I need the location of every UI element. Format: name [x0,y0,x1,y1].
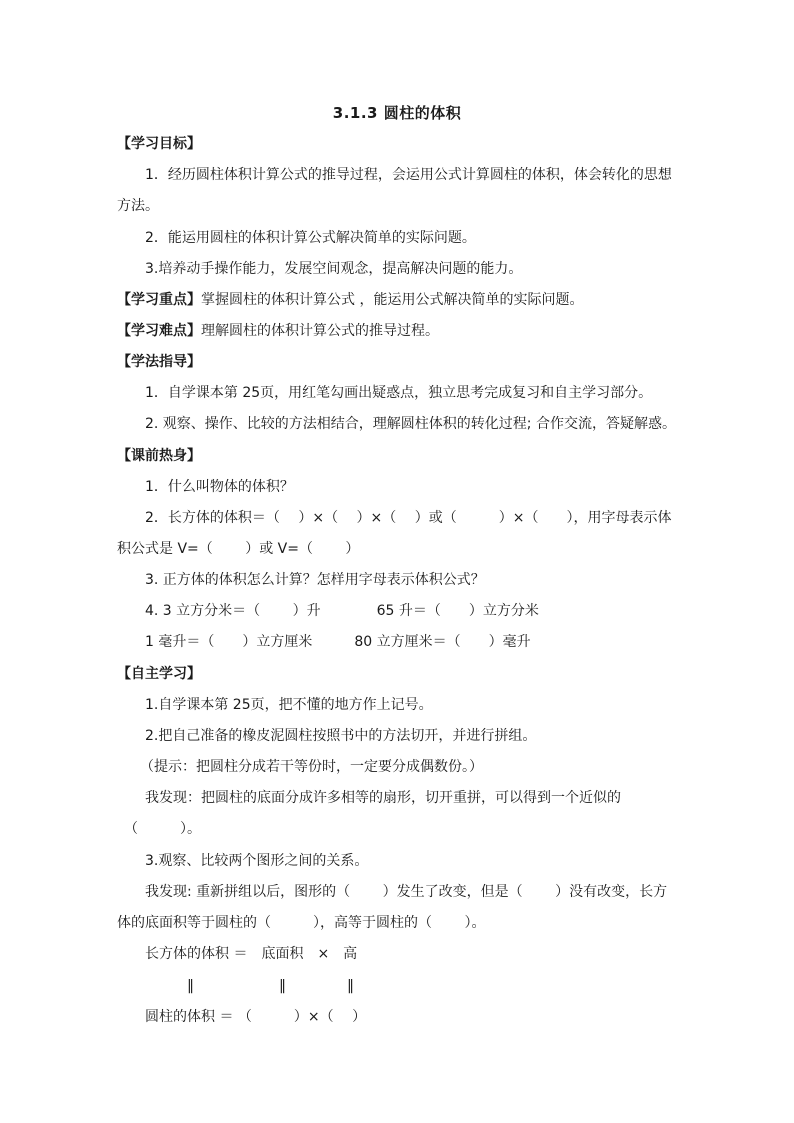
warmup-q4: 4. 3 立方分米＝（ ）升 65 升＝（ ）立方分米 [145,603,539,619]
equality-mark-2: ‖ [279,978,286,994]
finding-2-cont: 体的底面积等于圆柱的（ ），高等于圆柱的（ ）。 [117,915,486,931]
goal-item-2: 2．能运用圆柱的体积计算公式解决简单的实际问题。 [145,230,476,246]
warmup-q3: 3. 正方体的体积怎么计算？怎样用字母表示体积公式？ [145,572,485,588]
goal-item-1-cont: 方法。 [117,198,159,214]
goals-heading: 【学习目标】 [117,136,201,152]
difficulty-label: 【学习难点】 [117,323,201,339]
self-study-step-1: 1.自学课本第 25页，把不懂的地方作上记号。 [145,697,433,713]
goal-item-1: 1．经历圆柱体积计算公式的推导过程，会运用公式计算圆柱的体积，体会转化的思想 [145,167,672,183]
finding-2: 我发现: 重新拼组以后，图形的（ ）发生了改变，但是（ ）没有改变，长方 [145,884,668,900]
formula-cylinder: 圆柱的体积 ＝ （ ）×（ ） [145,1009,367,1025]
difficulty [117,321,682,341]
warmup-q1: 1．什么叫物体的体积？ [145,479,294,495]
difficulty-text: 理解圆柱的体积计算公式的推导过程。 [201,323,439,339]
self-study-heading: 【自主学习】 [117,666,201,682]
self-study-step-3: 3.观察、比较两个图形之间的关系。 [145,853,369,869]
equality-mark-1: ‖ [187,978,194,994]
key-point-label: 【学习重点】 [117,292,201,308]
key-point [117,290,682,310]
warmup-q4-cont: 1 毫升＝（ ）立方厘米 80 立方厘米＝（ ）毫升 [145,634,531,650]
key-point-text: 掌握圆柱的体积计算公式 ，能运用公式解决简单的实际问题。 [201,292,584,308]
warmup-q2-cont: 积公式是 V=（ ）或 V=（ ） [117,541,360,557]
finding-1: 我发现：把圆柱的底面分成许多相等的扇形，切开重拼，可以得到一个近似的 [145,790,621,806]
warmup-heading: 【课前热身】 [117,448,201,464]
guide-heading: 【学法指导】 [117,354,201,370]
guide-item-1: 1．自学课本第 25页，用红笔勾画出疑惑点，独立思考完成复习和自主学习部分。 [145,385,653,401]
finding-1-cont: （ ）。 [124,821,201,837]
warmup-q2: 2．长方体的体积＝（ ）×（ ）×（ ）或（ ）×（ ），用字母表示体 [145,510,672,526]
equality-mark-3: ‖ [347,978,354,994]
self-study-step-2: 2.把自己准备的橡皮泥圆柱按照书中的方法切开，并进行拼组。 [145,728,537,744]
guide-item-2: 2. 观察、操作、比较的方法相结合，理解圆柱体积的转化过程; 合作交流，答疑解惑。 [145,416,676,432]
formula-cuboid: 长方体的体积 ＝ 底面积 × 高 [145,946,358,962]
self-study-hint: （提示：把圆柱分成若干等份时，一定要分成偶数份。） [140,759,483,775]
goal-item-3: 3.培养动手操作能力，发展空间观念，提高解决问题的能力。 [145,261,523,277]
page-title: 3.1.3 圆柱的体积 [332,104,462,122]
